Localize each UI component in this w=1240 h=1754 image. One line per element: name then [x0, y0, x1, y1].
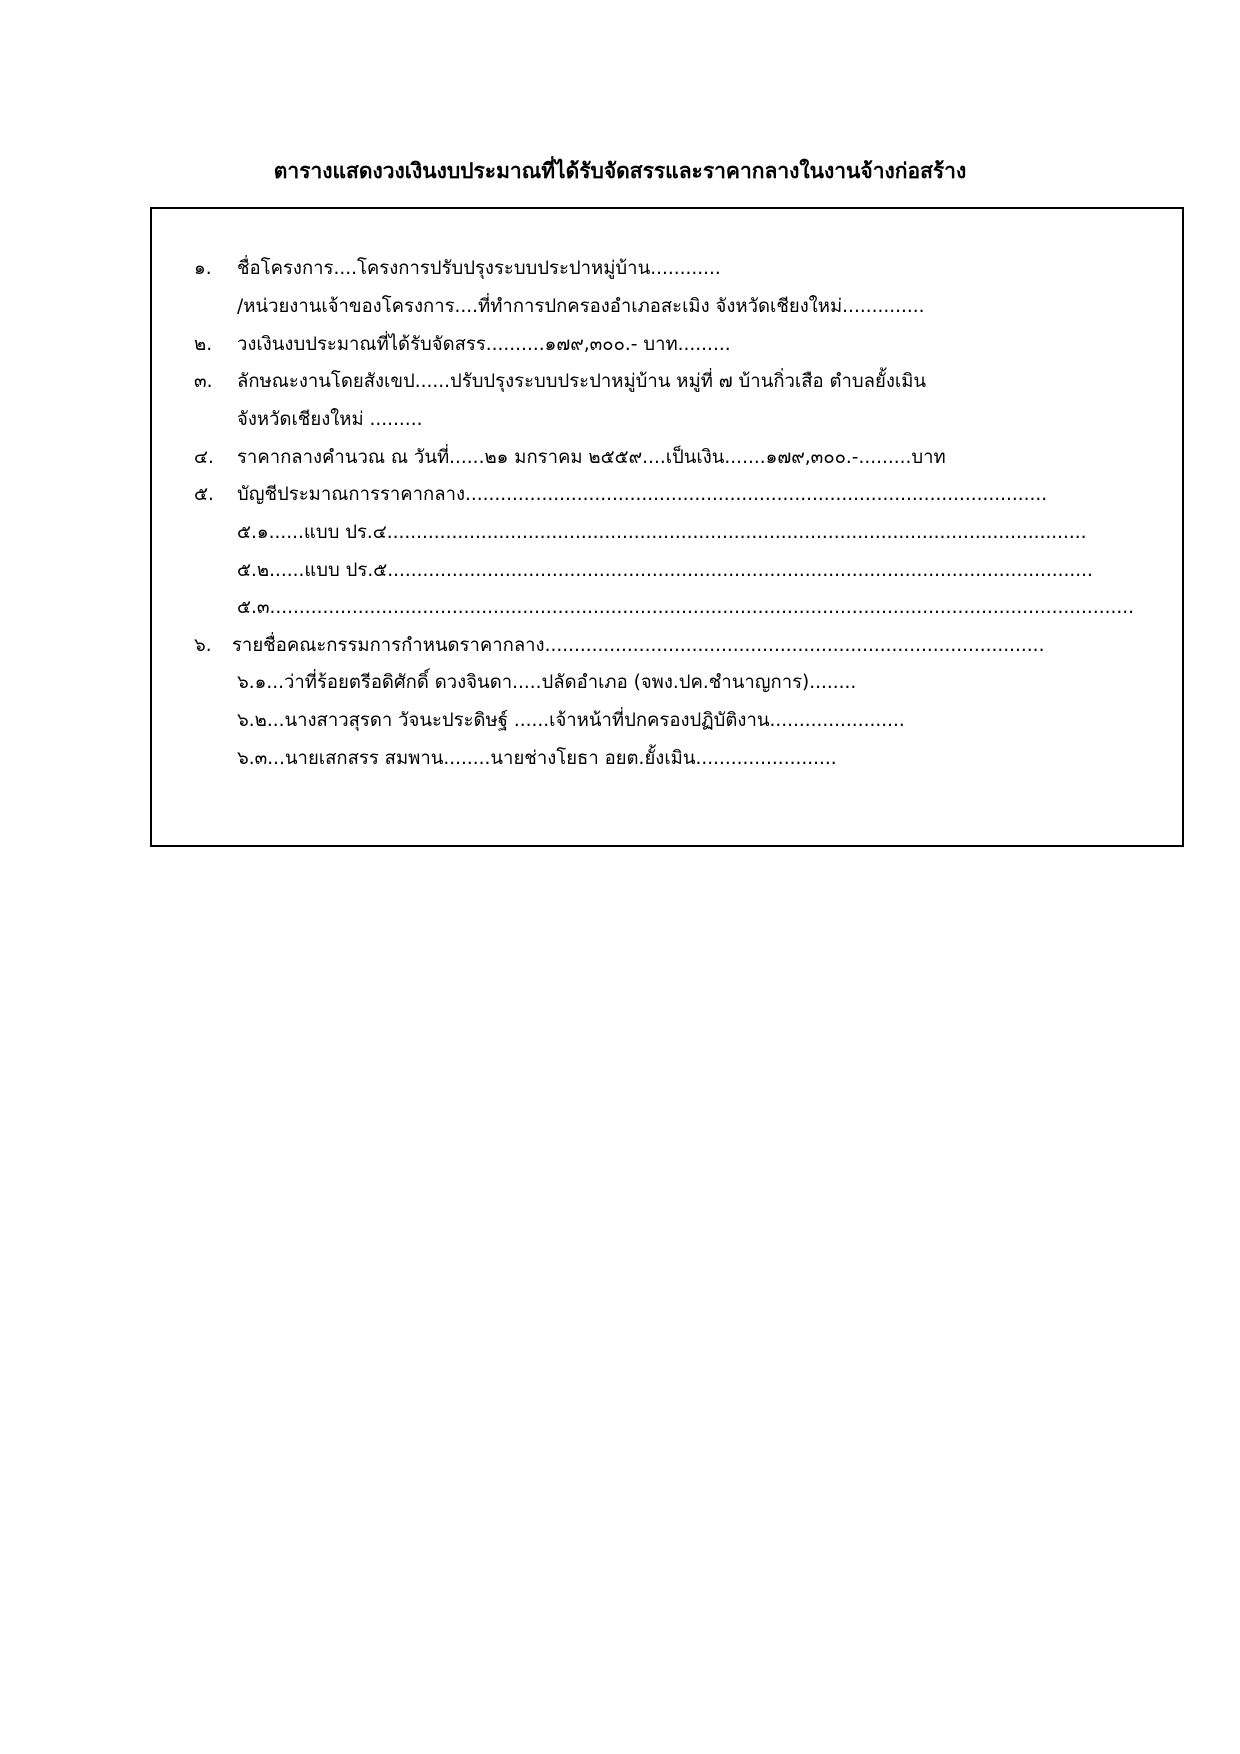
item-4-number: ๔.: [194, 447, 214, 468]
item-3: [194, 368, 926, 396]
item-1-number: ๑.: [194, 258, 212, 279]
item-5-sub-3: ๕.๓...................................................................................................................................................: [237, 597, 1134, 618]
item-1: [194, 255, 721, 283]
item-5-sub-1: ๕.๑......แบบ ปร.๔.......................................................................................................................: [237, 522, 1087, 543]
item-5-sub-2: ๕.๒......แบบ ปร.๕........................................................................................................................: [237, 560, 1093, 581]
item-1-continuation: /หน่วยงานเจ้าของโครงการ....ที่ทำการปกครองอำเภอสะเมิง จังหวัดเชียงใหม่..............: [237, 296, 925, 317]
document-title: ตารางแสดงวงเงินงบประมาณที่ได้รับจัดสรรและราคากลางในงานจ้างก่อสร้าง: [273, 159, 967, 183]
item-2-text: วงเงินงบประมาณที่ได้รับจัดสรร..........๑๗๙,๓๐๐.- บาท.........: [237, 334, 731, 355]
item-4-text: ราคากลางคำนวณ ณ วันที่......๒๑ มกราคม ๒๕๕๙....เป็นเงิน.......๑๗๙,๓๐๐.-.........บาท: [237, 447, 946, 468]
item-5-number: ๕.: [194, 484, 214, 505]
item-3-continuation: จังหวัดเชียงใหม่ .........: [237, 409, 423, 430]
item-4: [194, 444, 946, 472]
item-2: [194, 331, 731, 359]
item-6: [194, 632, 1044, 660]
item-5-text: บัญชีประมาณการราคากลาง...................................................................................................: [237, 484, 1048, 505]
item-6-text: รายชื่อคณะกรรมการกำหนดราคากลาง.....................................................................................: [232, 635, 1045, 656]
item-6-sub-3: ๖.๓...นายเสกสรร สมพาน........นายช่างโยธา อยต.ยั้งเมิน........................: [237, 748, 837, 769]
item-6-sub-1: ๖.๑...ว่าที่ร้อยตรีอดิศักดิ์ ดวงจินดา.....ปลัดอำเภอ (จพง.ปค.ชำนาญการ)........: [237, 672, 857, 693]
item-6-number: ๖.: [194, 635, 212, 656]
item-5: [194, 481, 1047, 509]
item-3-text: ลักษณะงานโดยสังเขป......ปรับปรุงระบบประปาหมู่บ้าน หมู่ที่ ๗ บ้านกิ่วเสือ ตำบลยั้งเมิน: [237, 371, 927, 392]
item-1-text: ชื่อโครงการ....โครงการปรับปรุงระบบประปาหมู่บ้าน............: [237, 258, 721, 279]
content-box: [150, 207, 1184, 847]
item-3-number: ๓.: [194, 371, 213, 392]
item-2-number: ๒.: [194, 334, 213, 355]
item-6-sub-2: ๖.๒...นางสาวสุรดา วัจนะประดิษฐ์ ......เจ้าหน้าที่ปกครองปฏิบัติงาน.......................: [237, 710, 905, 731]
